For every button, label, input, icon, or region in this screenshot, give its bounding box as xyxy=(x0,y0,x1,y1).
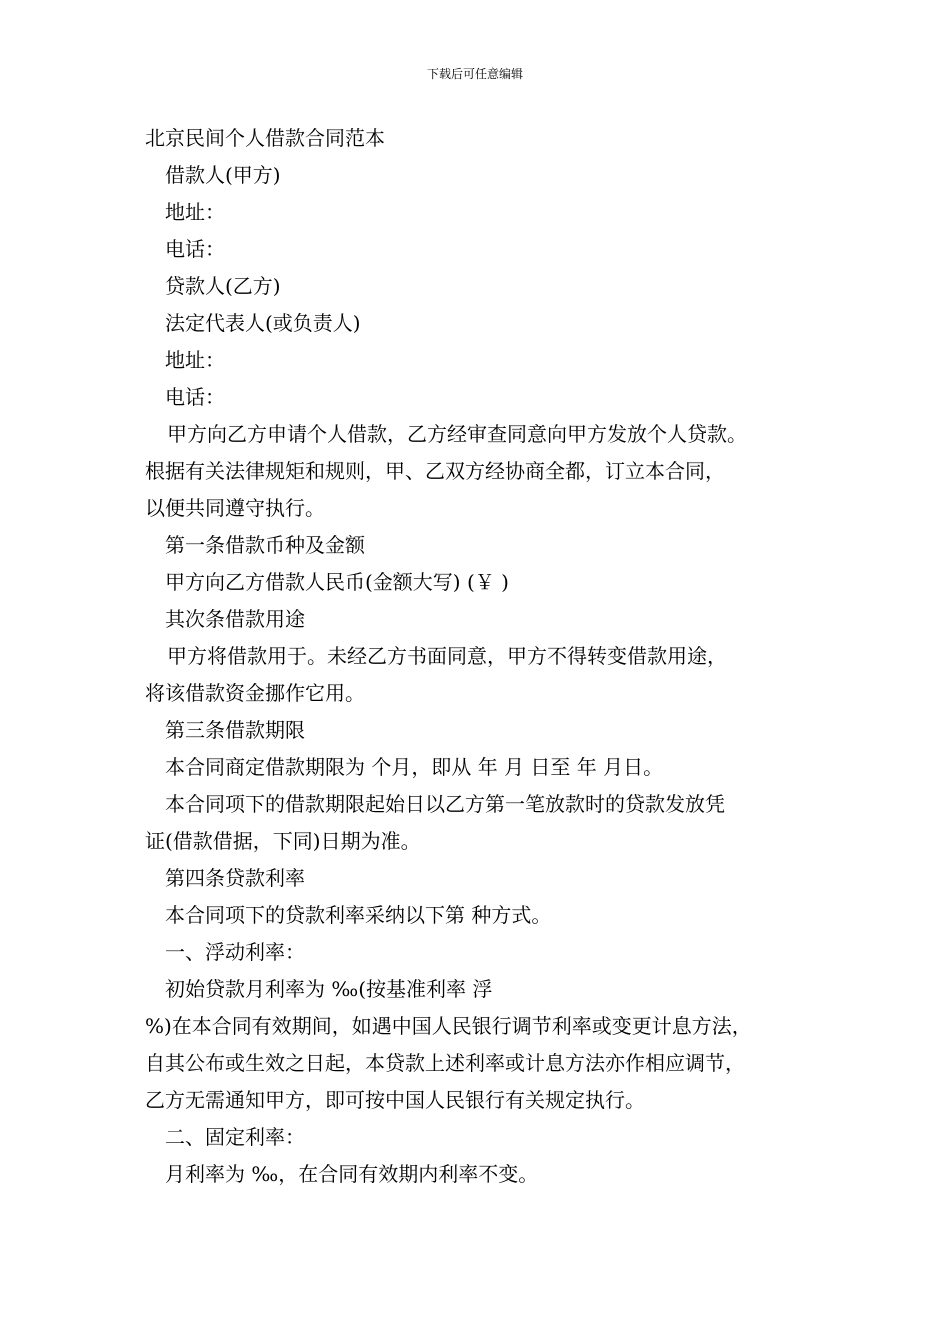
fixed-rate-text: 月利率为 ‰，在合同有效期内利率不变。 xyxy=(165,1162,539,1186)
floating-rate-text-line-3: 自其公布或生效之日起，本贷款上述利率或计息方法亦作相应调节， xyxy=(145,1051,745,1075)
floating-rate-text-line-2: %)在本合同有效期间，如遇中国人民银行调节利率或变更计息方法， xyxy=(145,1014,752,1038)
intro-paragraph-line-3: 以便共同遵守执行。 xyxy=(145,496,325,520)
article-3-heading: 第三条借款期限 xyxy=(165,718,305,742)
article-1-heading: 第一条借款币种及金额 xyxy=(165,533,365,557)
article-3-text-2-line-2: 证(借款借据，下同)日期为准。 xyxy=(145,829,421,853)
article-3-text-2-line-1: 本合同项下的借款期限起始日以乙方第一笔放款时的贷款发放凭 xyxy=(165,792,725,816)
article-1-text: 甲方向乙方借款人民币(金额大写) (￥ ) xyxy=(165,570,509,594)
intro-paragraph-line-1: 甲方向乙方申请个人借款，乙方经审查同意向甲方发放个人贷款。 xyxy=(167,422,747,446)
article-3-text-1: 本合同商定借款期限为 个月，即从 年 月 日至 年 月日。 xyxy=(165,755,664,779)
contract-body xyxy=(145,120,835,1193)
fixed-rate-heading: 二、固定利率： xyxy=(165,1125,305,1149)
document-title: 北京民间个人借款合同范本 xyxy=(145,126,385,150)
floating-rate-text-line-1: 初始贷款月利率为 ‰(按基准利率 浮 xyxy=(165,977,493,1001)
intro-paragraph-line-2: 根据有关法律规矩和规则，甲、乙双方经协商全都，订立本合同， xyxy=(145,459,725,483)
legal-representative: 法定代表人(或负责人) xyxy=(165,311,361,335)
article-2-heading: 其次条借款用途 xyxy=(165,607,305,631)
page-header-note: 下载后可任意编辑 xyxy=(426,67,523,81)
borrower-label: 借款人(甲方) xyxy=(165,163,281,187)
lender-label: 贷款人(乙方) xyxy=(165,274,281,298)
borrower-phone: 电话： xyxy=(165,237,225,261)
article-4-text: 本合同项下的贷款利率采纳以下第 种方式。 xyxy=(165,903,552,927)
article-2-text-line-2: 将该借款资金挪作它用。 xyxy=(145,681,365,705)
lender-phone: 电话： xyxy=(165,385,225,409)
borrower-address: 地址： xyxy=(165,200,225,224)
floating-rate-heading: 一、浮动利率： xyxy=(165,940,305,964)
lender-address: 地址： xyxy=(165,348,225,372)
floating-rate-text-line-4: 乙方无需通知甲方，即可按中国人民银行有关规定执行。 xyxy=(145,1088,645,1112)
article-4-heading: 第四条贷款利率 xyxy=(165,866,305,890)
article-2-text-line-1: 甲方将借款用于。未经乙方书面同意，甲方不得转变借款用途， xyxy=(167,644,727,668)
